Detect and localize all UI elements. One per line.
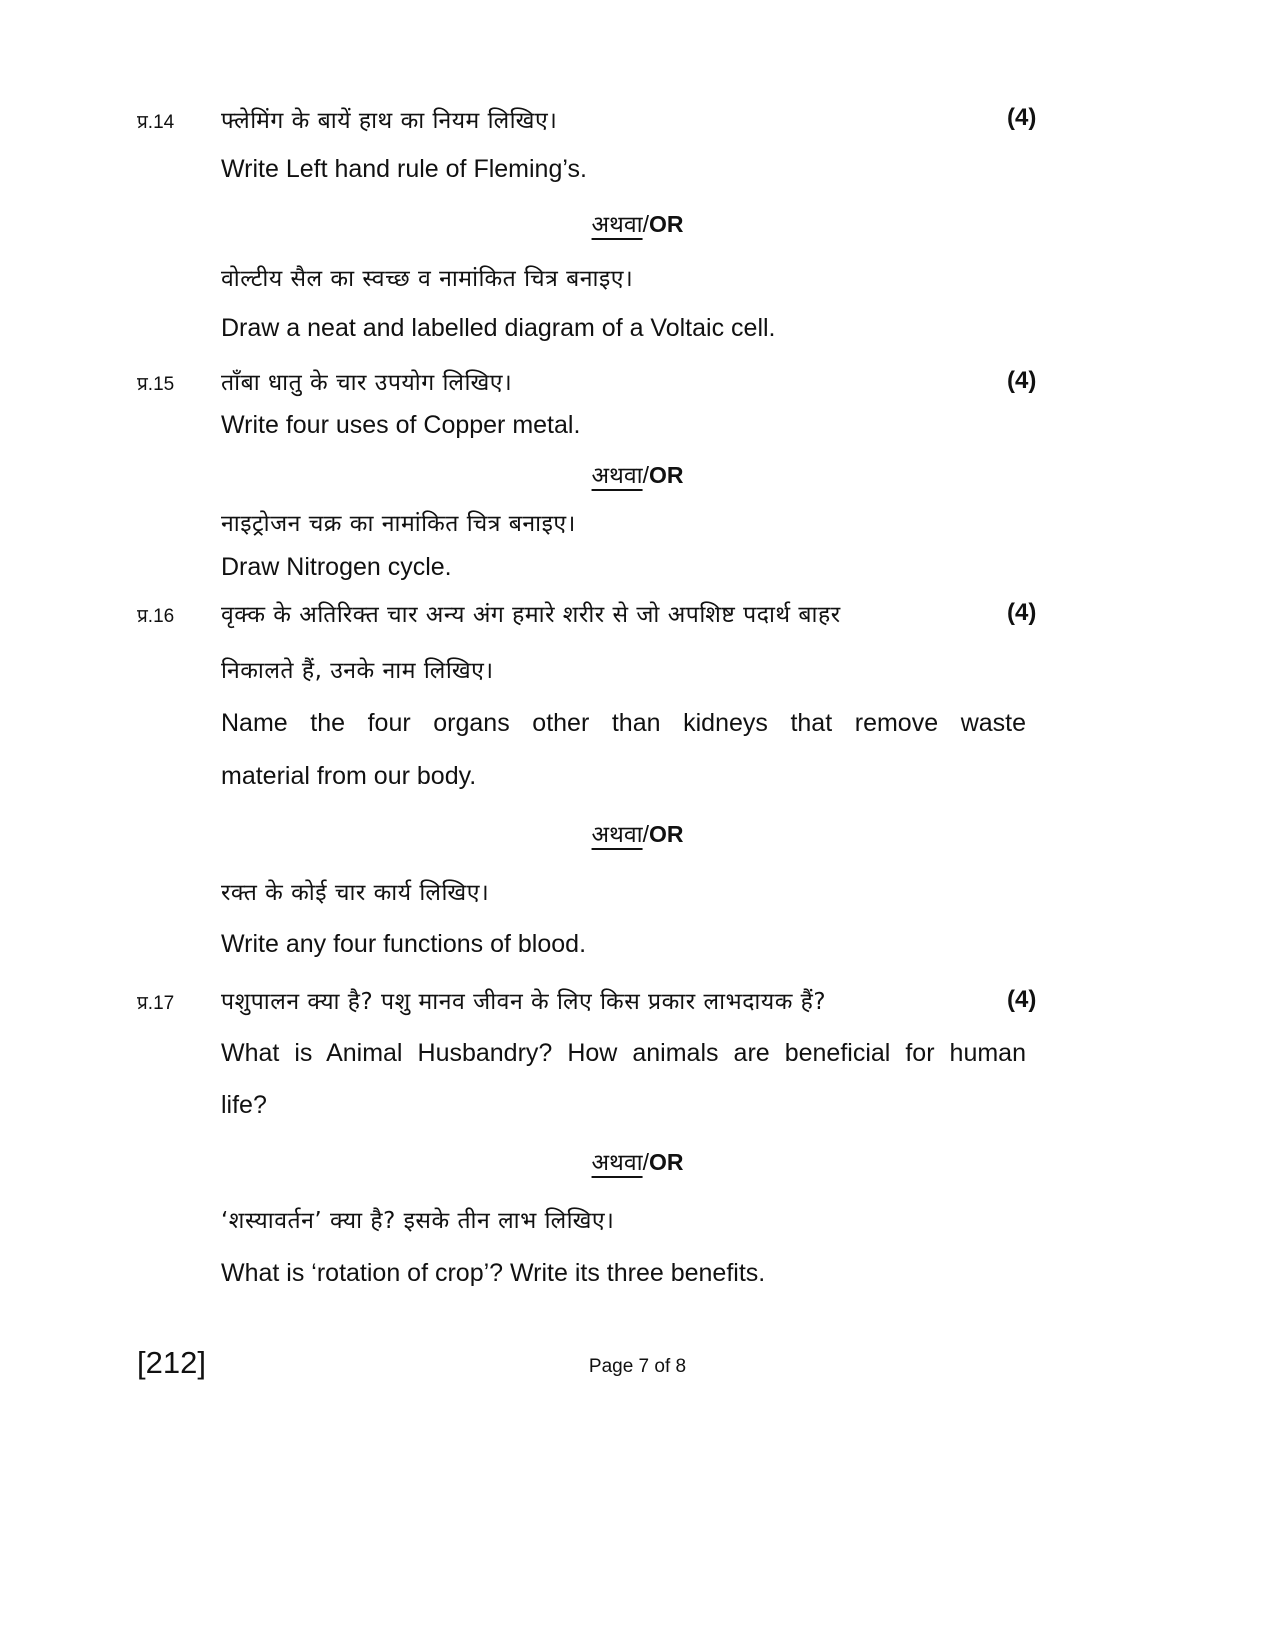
or-label-hindi: अथवा bbox=[591, 212, 643, 238]
question-number: प्र.15 bbox=[137, 374, 175, 395]
or-label-slash: / bbox=[642, 1149, 649, 1175]
or-label-slash: / bbox=[642, 821, 649, 847]
question-text-hindi: वृक्क के अतिरिक्त चार अन्य अंग हमारे शरीर से जो अपशिष्ट पदार्थ बाहर bbox=[221, 602, 841, 628]
question-text-english: Write Left hand rule of Fleming’s. bbox=[221, 155, 587, 183]
or-label-hindi: अथवा bbox=[591, 1150, 643, 1176]
alternative-text-hindi: नाइट्रोजन चक्र का नामांकित चित्र बनाइए। bbox=[221, 511, 576, 537]
question-marks: (4) bbox=[1007, 367, 1037, 394]
or-label-english: OR bbox=[648, 462, 684, 488]
or-label-slash: / bbox=[642, 211, 649, 237]
alternative-text-english: Draw a neat and labelled diagram of a Voltaic cell. bbox=[221, 314, 776, 342]
question-text-english: life? bbox=[221, 1091, 267, 1119]
or-separator bbox=[0, 458, 1275, 490]
alternative-text-english: What is ‘rotation of crop’? Write its three benefits. bbox=[221, 1259, 766, 1287]
or-label-slash: / bbox=[642, 462, 649, 488]
alternative-text-hindi: वोल्टीय सैल का स्वच्छ व नामांकित चित्र बनाइए। bbox=[221, 266, 634, 292]
or-label-hindi: अथवा bbox=[591, 822, 643, 848]
question-marks: (4) bbox=[1007, 104, 1037, 131]
or-label-english: OR bbox=[648, 1149, 684, 1175]
question-text-hindi: फ्लेमिंग के बायें हाथ का नियम लिखिए। bbox=[221, 108, 558, 134]
alternative-text-hindi: ‘शस्यावर्तन’ क्या है? इसके तीन लाभ लिखिए। bbox=[221, 1208, 615, 1234]
or-label-english: OR bbox=[648, 821, 684, 847]
question-number: प्र.14 bbox=[137, 112, 175, 133]
question-text-english: Name the four organs other than kidneys that remove waste bbox=[221, 709, 1026, 737]
question-marks: (4) bbox=[1007, 599, 1037, 626]
question-text-hindi: ताँबा धातु के चार उपयोग लिखिए। bbox=[221, 370, 513, 396]
question-number: प्र.16 bbox=[137, 606, 175, 627]
question-number: प्र.17 bbox=[137, 993, 175, 1014]
question-marks: (4) bbox=[1007, 986, 1037, 1013]
question-text-english: What is Animal Husbandry? How animals are beneficial for human bbox=[221, 1039, 1026, 1067]
question-text-english: material from our body. bbox=[221, 762, 477, 790]
question-text-hindi: पशुपालन क्या है? पशु मानव जीवन के लिए किस प्रकार लाभदायक हैं? bbox=[221, 989, 827, 1015]
page-number: Page 7 of 8 bbox=[588, 1356, 687, 1377]
paper-code: [212] bbox=[137, 1345, 206, 1380]
alternative-text-english: Draw Nitrogen cycle. bbox=[221, 553, 452, 581]
alternative-text-english: Write any four functions of blood. bbox=[221, 930, 587, 958]
or-separator bbox=[0, 817, 1275, 849]
or-label-english: OR bbox=[648, 211, 684, 237]
or-separator bbox=[0, 207, 1275, 239]
or-label-hindi: अथवा bbox=[591, 463, 643, 489]
question-text-hindi: निकालते हैं, उनके नाम लिखिए। bbox=[221, 658, 494, 684]
question-text-english: Write four uses of Copper metal. bbox=[221, 411, 581, 439]
or-separator bbox=[0, 1145, 1275, 1177]
alternative-text-hindi: रक्त के कोई चार कार्य लिखिए। bbox=[221, 880, 490, 906]
